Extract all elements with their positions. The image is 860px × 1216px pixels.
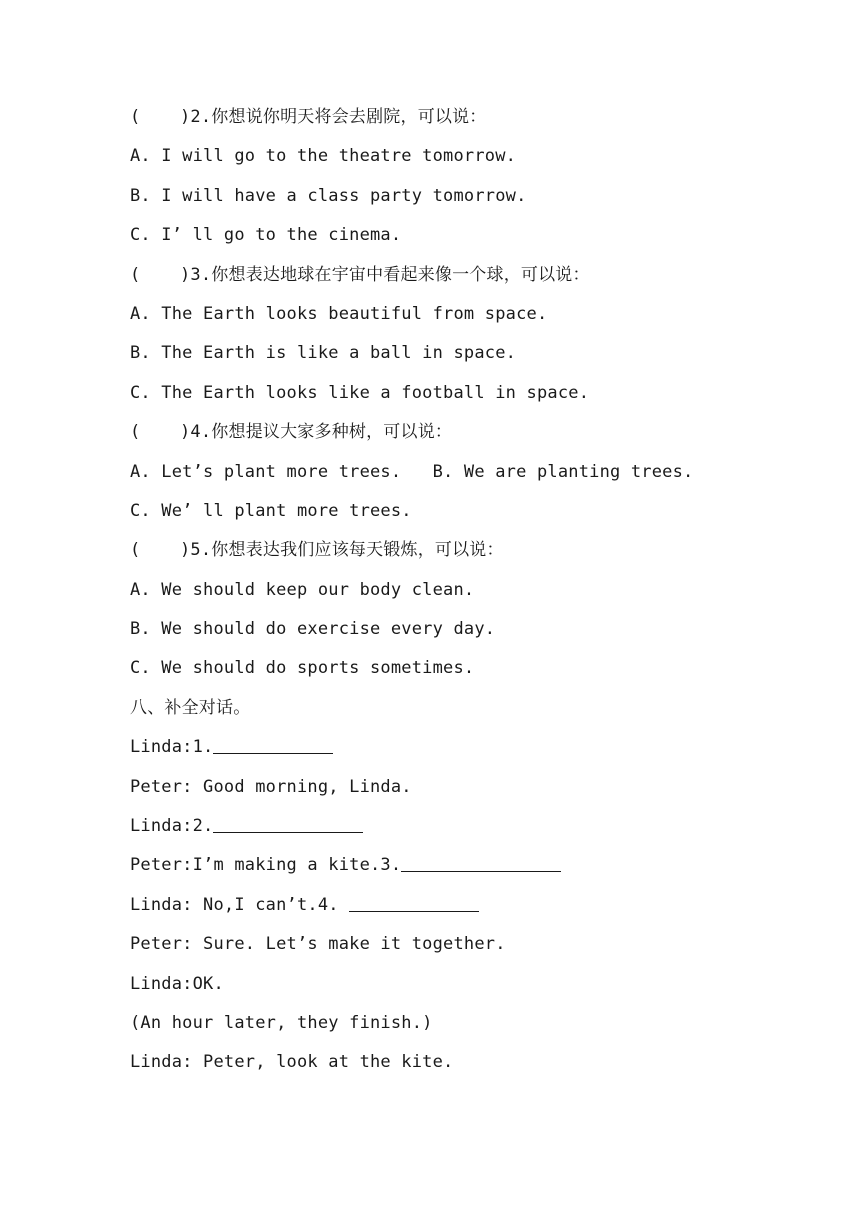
- question-4: [130, 413, 830, 452]
- option-c: C. The Earth looks like a football in space.: [130, 382, 590, 403]
- answer-bracket: (: [130, 422, 141, 443]
- answer-bracket: (: [130, 264, 141, 285]
- option-c: C. I’ ll go to the cinema.: [130, 225, 402, 246]
- answer-blank-4[interactable]: [349, 894, 479, 912]
- dialogue-line-7: Linda:OK.: [130, 973, 224, 994]
- option-a: A. The Earth looks beautiful from space.: [130, 303, 548, 324]
- dialogue-text: Linda: No,I can’t.4.: [130, 894, 350, 915]
- answer-bracket: (: [130, 540, 141, 561]
- worksheet-page: [130, 98, 830, 1083]
- option-a: A. We should keep our body clean.: [130, 579, 475, 600]
- dialogue-line-2: Peter: Good morning, Linda.: [130, 776, 412, 797]
- question-prompt: )2.你想说你明天将会去剧院，可以说：: [180, 107, 487, 127]
- answer-bracket: (: [130, 107, 141, 127]
- option-b: B. The Earth is like a ball in space.: [130, 343, 517, 364]
- dialogue-text: Peter:I’m making a kite.3.: [130, 855, 402, 876]
- dialogue-line-6: Peter: Sure. Let’s make it together.: [130, 934, 506, 955]
- dialogue-text: Linda:1.: [130, 737, 214, 758]
- option-b: B. We should do exercise every day.: [130, 619, 496, 640]
- dialogue-line-4: [130, 846, 830, 885]
- question-prompt: )4.你想提议大家多种树，可以说：: [180, 422, 453, 443]
- question-2: [130, 98, 830, 137]
- dialogue-text: Linda:2.: [130, 816, 214, 837]
- option-a: A. I will go to the theatre tomorrow.: [130, 146, 517, 167]
- option-c: C. We’ ll plant more trees.: [130, 500, 412, 521]
- question-5: [130, 531, 830, 570]
- option-b: B. I will have a class party tomorrow.: [130, 185, 527, 206]
- section-heading: 八、补全对话。: [130, 697, 251, 718]
- question-prompt: )3.你想表达地球在宇宙中看起来像一个球，可以说：: [180, 264, 590, 285]
- dialogue-line-1: [130, 728, 830, 767]
- dialogue-line-8: (An hour later, they finish.): [130, 1012, 433, 1033]
- dialogue-line-5: [130, 886, 830, 925]
- question-prompt: )5.你想表达我们应该每天锻炼，可以说：: [180, 540, 504, 561]
- dialogue-line-3: [130, 807, 830, 846]
- answer-blank-2[interactable]: [213, 815, 363, 833]
- option-c: C. We should do sports sometimes.: [130, 658, 475, 679]
- options-a-b: A. Let’s plant more trees. B. We are planting trees.: [130, 461, 694, 482]
- answer-blank-1[interactable]: [213, 736, 333, 754]
- dialogue-line-9: Linda: Peter, look at the kite.: [130, 1052, 454, 1073]
- answer-blank-3[interactable]: [401, 854, 561, 872]
- question-3: [130, 256, 830, 295]
